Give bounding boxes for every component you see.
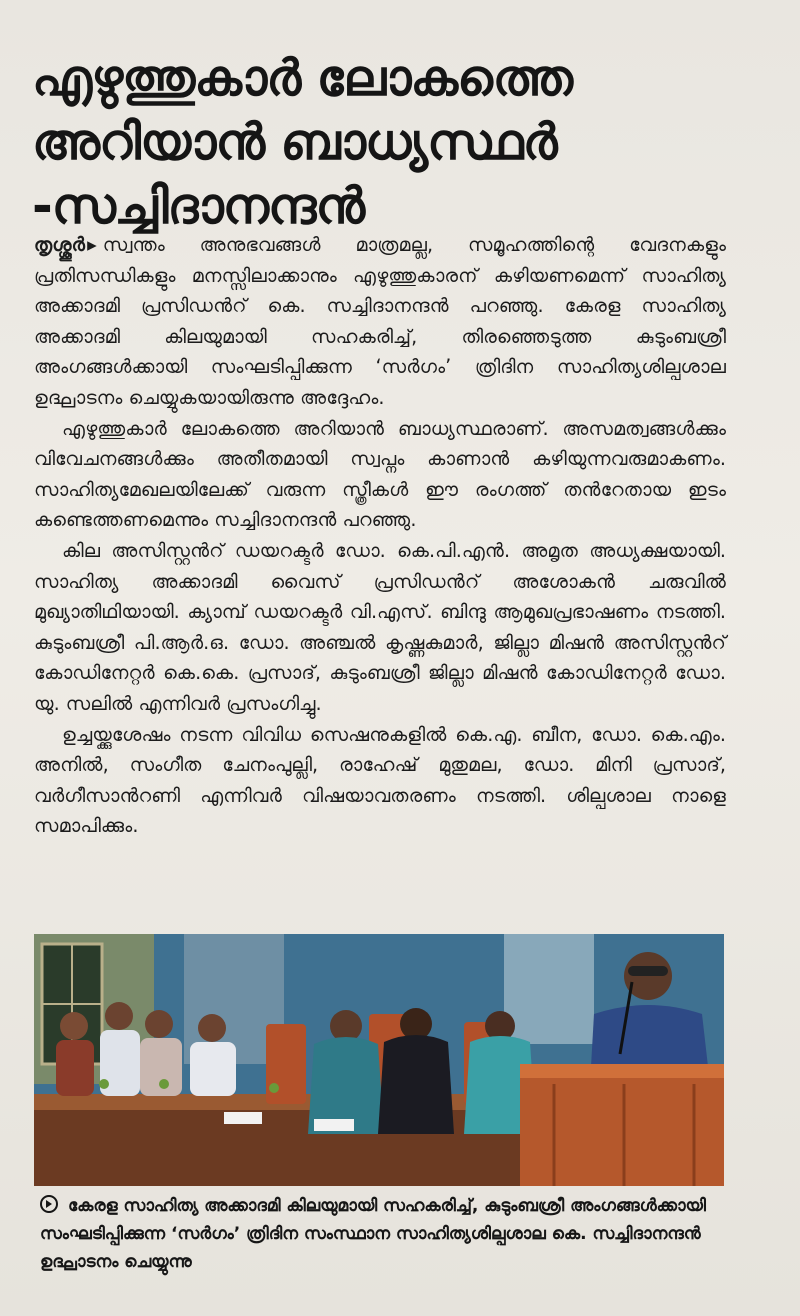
event-photo xyxy=(34,934,724,1186)
headline-line-1: എഴുത്തുകാർ ലോകത്തെ xyxy=(32,49,573,107)
event-photo-illustration xyxy=(34,934,724,1186)
headline-line-3: -സച്ചിദാനന്ദൻ xyxy=(32,177,365,235)
headline xyxy=(32,46,772,238)
dateline: തൃശ്ശൂർ xyxy=(34,233,86,256)
play-circle-icon xyxy=(40,1195,58,1213)
photo-caption xyxy=(40,1192,724,1276)
photo-caption-text: കേരള സാഹിത്യ അക്കാദമി കിലയുമായി സഹകരിച്ച്, കുടുംബശ്രീ അംഗങ്ങൾക്കായി സംഘടിപ്പിക്കുന്ന ‘സർഗം’ ത്രിദിന സംസ്ഥാന സാഹിത്യശില്പശാല കെ. സച്ചിദാനന്ദൻ ഉദ്ഘാടനം ചെയ്യുന്നു xyxy=(40,1196,706,1272)
headline-line-2: അറിയാൻ ബാധ്യസ്ഥർ xyxy=(32,113,557,171)
article-paragraph-4: ഉച്ചയ്ക്കുശേഷം നടന്ന വിവിധ സെഷനുകളിൽ കെ.എ. ബീന, ഡോ. കെ.എം. അനിൽ, സംഗീത ചേനംപുല്ലി, രാഹേഷ് മുതുമല, ഡോ. മിനി പ്രസാദ്, വർഗീസാൻറണി എന്നിവർ വിഷയാവതരണം നടത്തി. ശില്പശാല നാളെ സമാപിക്കും. xyxy=(34,722,726,838)
article-paragraph-1 xyxy=(34,230,726,414)
paragraph-text: സ്വന്തം അനുഭവങ്ങൾ മാത്രമല്ല, സമൂഹത്തിന്റെ വേദനകളും പ്രതിസന്ധികളും മനസ്സിലാക്കാനും എഴുത്തുകാരന് കഴിയണമെന്ന് സാഹിത്യ അക്കാദമി പ്രസിഡൻറ് കെ. സച്ചിദാനന്ദൻ പറഞ്ഞു. കേരള സാഹിത്യ അക്കാദമി കിലയുമായി സഹകരിച്ച്, തിരഞ്ഞെടുത്ത കുടുംബശ്രീ അംഗങ്ങൾക്കായി സംഘടിപ്പിക്കുന്ന ‘സർഗം’ ത്രിദിന സാഹിത്യശില്പശാല ഉദ്ഘാടനം ചെയ്യുകയായിരുന്നു അദ്ദേഹം. xyxy=(34,233,726,409)
article-paragraph-2: എഴുത്തുകാർ ലോകത്തെ അറിയാൻ ബാധ്യസ്ഥരാണ്. അസമത്വങ്ങൾക്കും വിവേചനങ്ങൾക്കും അതീതമായി സ്വപ്നം കാണാൻ കഴിയുന്നവരുമാകണം. സാഹിത്യമേഖലയിലേക്ക് വരുന്ന സ്ത്രീകൾ ഈ രംഗത്ത് തൻറേതായ ഇടം കണ്ടെത്തണമെന്നും സച്ചിദാനന്ദൻ പറഞ്ഞു. xyxy=(34,416,726,532)
dateline-arrow-icon: ▸ xyxy=(87,233,97,256)
article-paragraph-3: കില അസിസ്റ്റൻറ് ഡയറക്ടർ ഡോ. കെ.പി.എൻ. അമൃത അധ്യക്ഷയായി. സാഹിത്യ അക്കാദമി വൈസ് പ്രസിഡൻറ് അശോകൻ ചരുവിൽ മുഖ്യാതിഥിയായി. ക്യാമ്പ് ഡയറക്ടർ വി.എസ്. ബിന്ദു ആമുഖപ്രഭാഷണം നടത്തി. കുടുംബശ്രീ പി.ആർ.ഒ. ഡോ. അഞ്ചൽ കൃഷ്ണകുമാർ, ജില്ലാ മിഷൻ അസിസ്റ്റൻറ് കോഡിനേറ്റർ കെ.കെ. പ്രസാദ്, കുടുംബശ്രീ ജില്ലാ മിഷൻ കോഡിനേറ്റർ ഡോ. യു. സലിൽ എന്നിവർ പ്രസംഗിച്ചു. xyxy=(34,538,726,715)
article-body xyxy=(34,230,726,842)
